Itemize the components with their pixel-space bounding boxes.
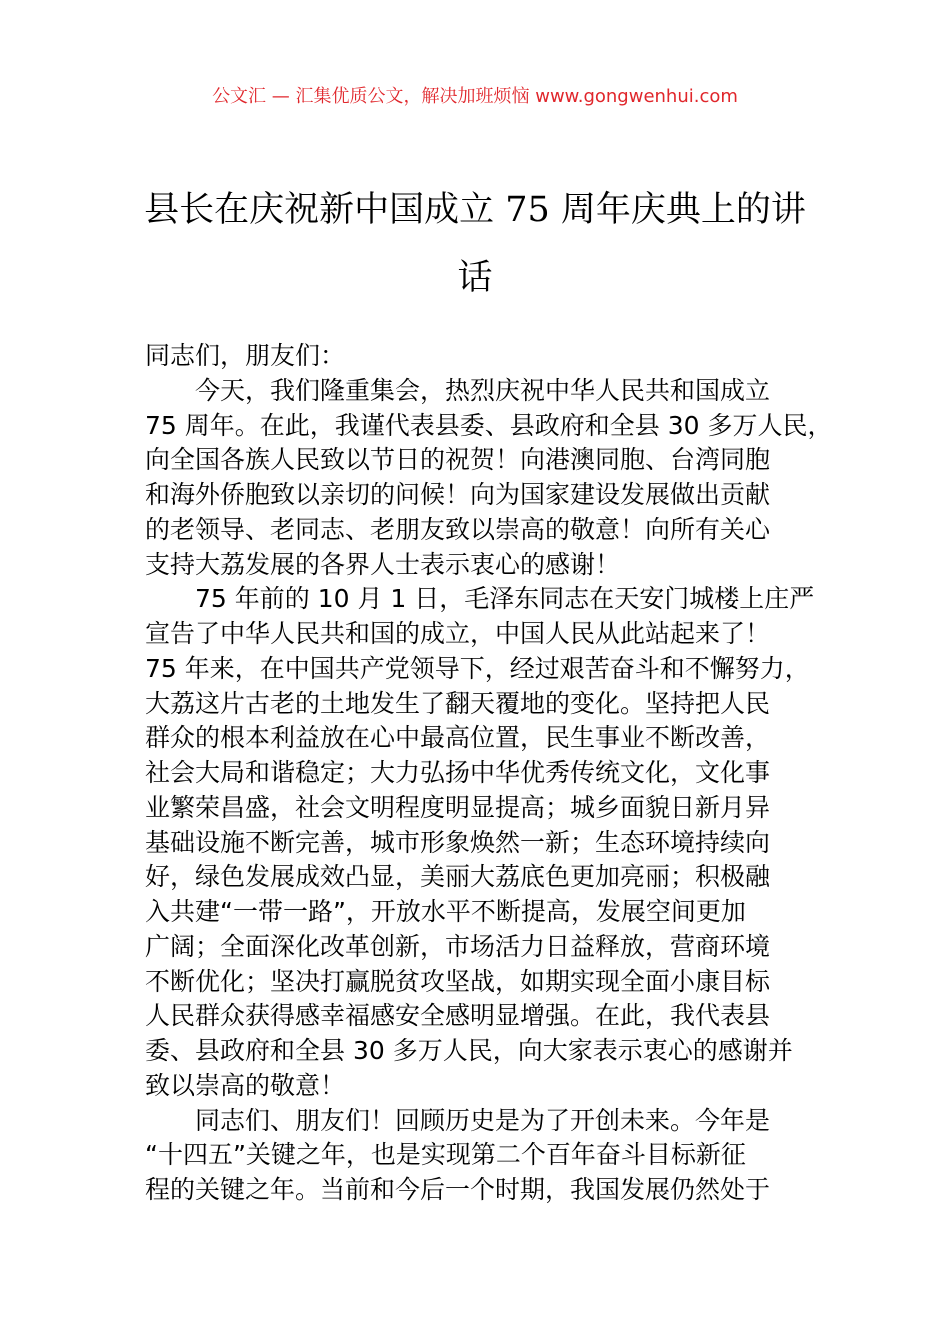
text-line: 向全国各族人民致以节日的祝贺！向港澳同胞、台湾同胞 [145,445,771,475]
page-title [0,176,950,312]
text-line: 和海外侨胞致以亲切的问候！向为国家建设发展做出贡献 [145,480,771,509]
title-line: 话 [457,258,493,298]
title-line: 县长在庆祝新中国成立 75 周年庆典上的讲 [144,190,806,230]
paragraph [145,582,825,1103]
text-line: 群众的根本利益放在心中最高位置，民生事业不断改善， [145,723,771,753]
text-line: 好，绿色发展成效凸显，美丽大荔底色更加亮丽；积极融 [145,862,771,892]
text-line: 致以崇高的敬意！ [145,1070,346,1100]
text-line: 社会大局和谐稳定；大力弘扬中华优秀传统文化，文化事 [145,758,771,787]
text-line: 广阔；全面深化改革创新，市场活力日益释放，营商环境 [145,931,771,961]
text-line: 75 年来，在中国共产党领导下，经过艰苦奋斗和不懈努力， [145,653,810,683]
text-line: 大荔这片古老的土地发生了翻天覆地的变化。坚持把人民 [145,688,771,718]
text-line: 宣告了中华人民共和国的成立，中国人民从此站起来了！ [145,619,771,648]
text-line: 程的关键之年。当前和今后一个时期，我国发展仍然处于 [145,1175,771,1204]
paragraph [145,374,833,583]
text-line: 委、县政府和全县 30 多万人民，向大家表示衷心的感谢并 [145,1036,793,1065]
watermark-header: 公文汇 — 汇集优质公文，解决加班烦恼 www.gongwenhui.com [212,86,738,107]
text-line: 入共建“一带一路”，开放水平不断提高，发展空间更加 [145,897,746,926]
document-body [145,339,833,1208]
text-line: 今天，我们隆重集会，热烈庆祝中华人民共和国成立 [195,375,771,405]
text-line: 基础设施不断完善，城市形象焕然一新；生态环境持续向 [145,827,771,857]
text-line: 人民群众获得感幸福感安全感明显增强。在此，我代表县 [145,1001,771,1031]
text-line: 业繁荣昌盛，社会文明程度明显提高；城乡面貌日新月异 [145,792,771,822]
text-line: 不断优化；坚决打赢脱贫攻坚战，如期实现全面小康目标 [145,966,771,996]
text-line: “十四五”关键之年，也是实现第二个百年奋斗目标新征 [145,1140,746,1170]
salutation: 同志们，朋友们： [145,341,346,370]
text-line: 75 周年。在此，我谨代表县委、县政府和全县 30 多万人民， [145,410,833,440]
paragraph [145,1104,825,1208]
text-line: 75 年前的 10 月 1 日，毛泽东同志在天安门城楼上庄严 [195,584,815,614]
text-line: 同志们、朋友们！回顾历史是为了开创未来。今年是 [195,1105,771,1135]
text-line: 支持大荔发展的各界人士表示衷心的感谢！ [145,549,621,579]
text-line: 的老领导、老同志、老朋友致以崇高的敬意！向所有关心 [145,514,771,544]
